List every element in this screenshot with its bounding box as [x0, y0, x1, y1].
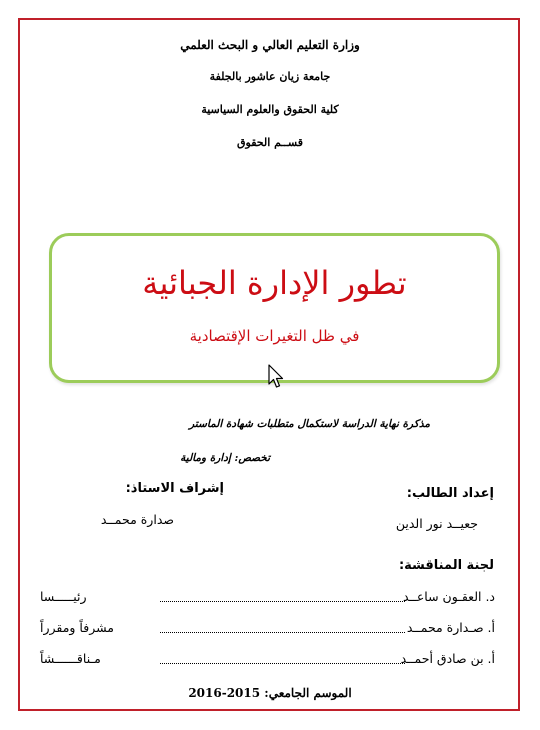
academic-year: الموسم الجامعي: 2015-2016 [188, 686, 352, 700]
committee-member-role: مـناقــــــشاً [40, 651, 101, 666]
department-name: قســم الحقوق [237, 136, 303, 149]
committee-member-row [40, 651, 495, 669]
supervisor-name: صدارة محمــد [100, 512, 174, 527]
committee-member-row [40, 589, 495, 607]
thesis-title: تطور الإدارة الجبائية [142, 264, 407, 302]
committee-label: لجنة المناقشة: [398, 558, 494, 573]
ministry-name: وزارة التعليم العالي و البحث العلمي [180, 38, 360, 52]
committee-member-role: رئيـــــسا [40, 589, 87, 604]
mouse-pointer-icon [267, 364, 287, 390]
committee-member-name: أ. صـدارة محمــد [406, 620, 495, 635]
student-name: جعيــد نور الدين [395, 516, 478, 531]
supervisor-label: إشراف الاستاذ: [125, 481, 224, 496]
committee-member-name: د. العقـون ساعــد [402, 589, 495, 604]
dotted-leader [160, 622, 405, 633]
faculty-name: كلية الحقوق والعلوم السياسية [201, 103, 339, 116]
committee-member-row [40, 620, 495, 638]
student-label: إعداد الطالب: [406, 486, 494, 501]
committee-member-role: مشرفاً ومقرراً [40, 620, 114, 635]
dotted-leader [160, 591, 405, 602]
memo-specialty: تخصص: إدارة ومالية [180, 452, 270, 464]
memo-description: مذكرة نهاية الدراسة لاستكمال متطلبات شهادة الماستر [189, 418, 430, 430]
dotted-leader [160, 653, 405, 664]
committee-member-name: أ. بن صادق أحمــد [400, 651, 495, 666]
title-box [49, 233, 500, 383]
university-name: جامعة زيان عاشور بالجلفة [209, 70, 331, 83]
thesis-subtitle: في ظل التغيرات الإقتصادية [189, 327, 360, 345]
